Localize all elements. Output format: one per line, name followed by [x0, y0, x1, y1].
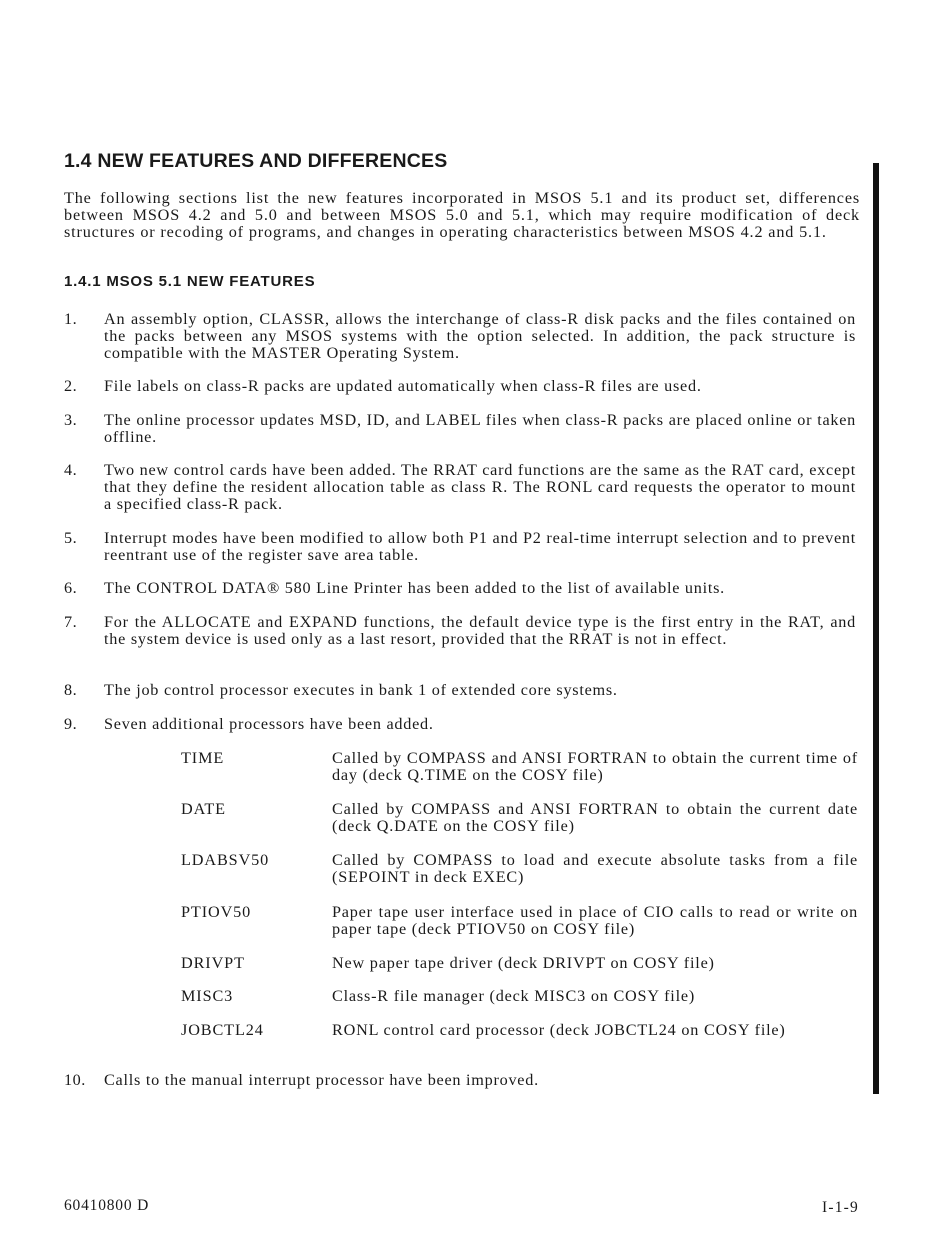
- list-item-text: The CONTROL DATA® 580 Line Printer has been added to the list of available units.: [104, 579, 725, 597]
- page-number: I-1-9: [822, 1199, 859, 1216]
- subsection-title: 1.4.1 MSOS 5.1 NEW FEATURES: [64, 273, 316, 290]
- list-item-number: 6.: [64, 579, 78, 597]
- processor-description: Paper tape user interface used in place of CIO calls to read or write on paper tape (deck PTIOV50 on COSY file): [332, 903, 858, 938]
- list-item-number: 1.: [64, 310, 78, 328]
- list-item-text: Seven additional processors have been added.: [104, 715, 434, 733]
- list-item-number: 3.: [64, 411, 78, 429]
- document-number: 60410800 D: [64, 1197, 150, 1214]
- list-item-number: 5.: [64, 529, 78, 547]
- list-item-number: 8.: [64, 681, 78, 699]
- list-item-text: An assembly option, CLASSR, allows the interchange of class-R disk packs and the files contained on the packs between any MSOS systems with the option selected. In addition, the pack structure is compatible with the MASTER Operating System.: [104, 310, 856, 362]
- processor-name: DRIVPT: [181, 954, 245, 972]
- list-item-text: The job control processor executes in bank 1 of extended core systems.: [104, 681, 618, 699]
- list-item-text: The online processor updates MSD, ID, and LABEL files when class-R packs are placed online or taken offline.: [104, 411, 856, 446]
- list-item-number: 7.: [64, 613, 78, 631]
- processor-description: New paper tape driver (deck DRIVPT on COSY file): [332, 954, 715, 972]
- processor-description: Called by COMPASS and ANSI FORTRAN to obtain the current date (deck Q.DATE on the COSY file): [332, 800, 858, 835]
- processor-name: DATE: [181, 800, 226, 818]
- list-item-number: 2.: [64, 377, 78, 395]
- processor-description: Class-R file manager (deck MISC3 on COSY file): [332, 987, 696, 1005]
- processor-name: TIME: [181, 749, 225, 767]
- list-item-text: For the ALLOCATE and EXPAND functions, the default device type is the first entry in the RAT, and the system device is used only as a last resort, provided that the RRAT is not in effect.: [104, 613, 856, 648]
- section-title: 1.4 NEW FEATURES AND DIFFERENCES: [64, 150, 448, 172]
- list-item-number: 4.: [64, 461, 78, 479]
- processor-name: JOBCTL24: [181, 1021, 264, 1039]
- processor-description: Called by COMPASS and ANSI FORTRAN to obtain the current time of day (deck Q.TIME on the COSY file): [332, 749, 858, 784]
- processor-description: RONL control card processor (deck JOBCTL24 on COSY file): [332, 1021, 786, 1039]
- list-item-text: Two new control cards have been added. The RRAT card functions are the same as the RAT card, except that they define the resident allocation table as class R. The RONL card requests the operator to mount a specified class-R pack.: [104, 461, 856, 513]
- processor-description: Called by COMPASS to load and execute absolute tasks from a file (SEPOINT in deck EXEC): [332, 851, 858, 886]
- section-intro-paragraph: The following sections list the new features incorporated in MSOS 5.1 and its product set, differences between MSOS 4.2 and 5.0 and between MSOS 5.0 and 5.1, which may require modification of deck structures or recoding of programs, and changes in operating characteristics between MSOS 4.2 and 5.1.: [64, 189, 860, 241]
- list-item-text: File labels on class-R packs are updated automatically when class-R files are used.: [104, 377, 702, 395]
- list-item-number: 9.: [64, 715, 78, 733]
- list-item-text: Interrupt modes have been modified to allow both P1 and P2 real-time interrupt selection and to prevent reentrant use of the register save area table.: [104, 529, 856, 564]
- processor-name: LDABSV50: [181, 851, 270, 869]
- list-item-number: 10.: [64, 1071, 86, 1089]
- processor-name: PTIOV50: [181, 903, 252, 921]
- list-item-text: Calls to the manual interrupt processor have been improved.: [104, 1071, 539, 1089]
- processor-name: MISC3: [181, 987, 234, 1005]
- change-bar: [873, 163, 879, 1094]
